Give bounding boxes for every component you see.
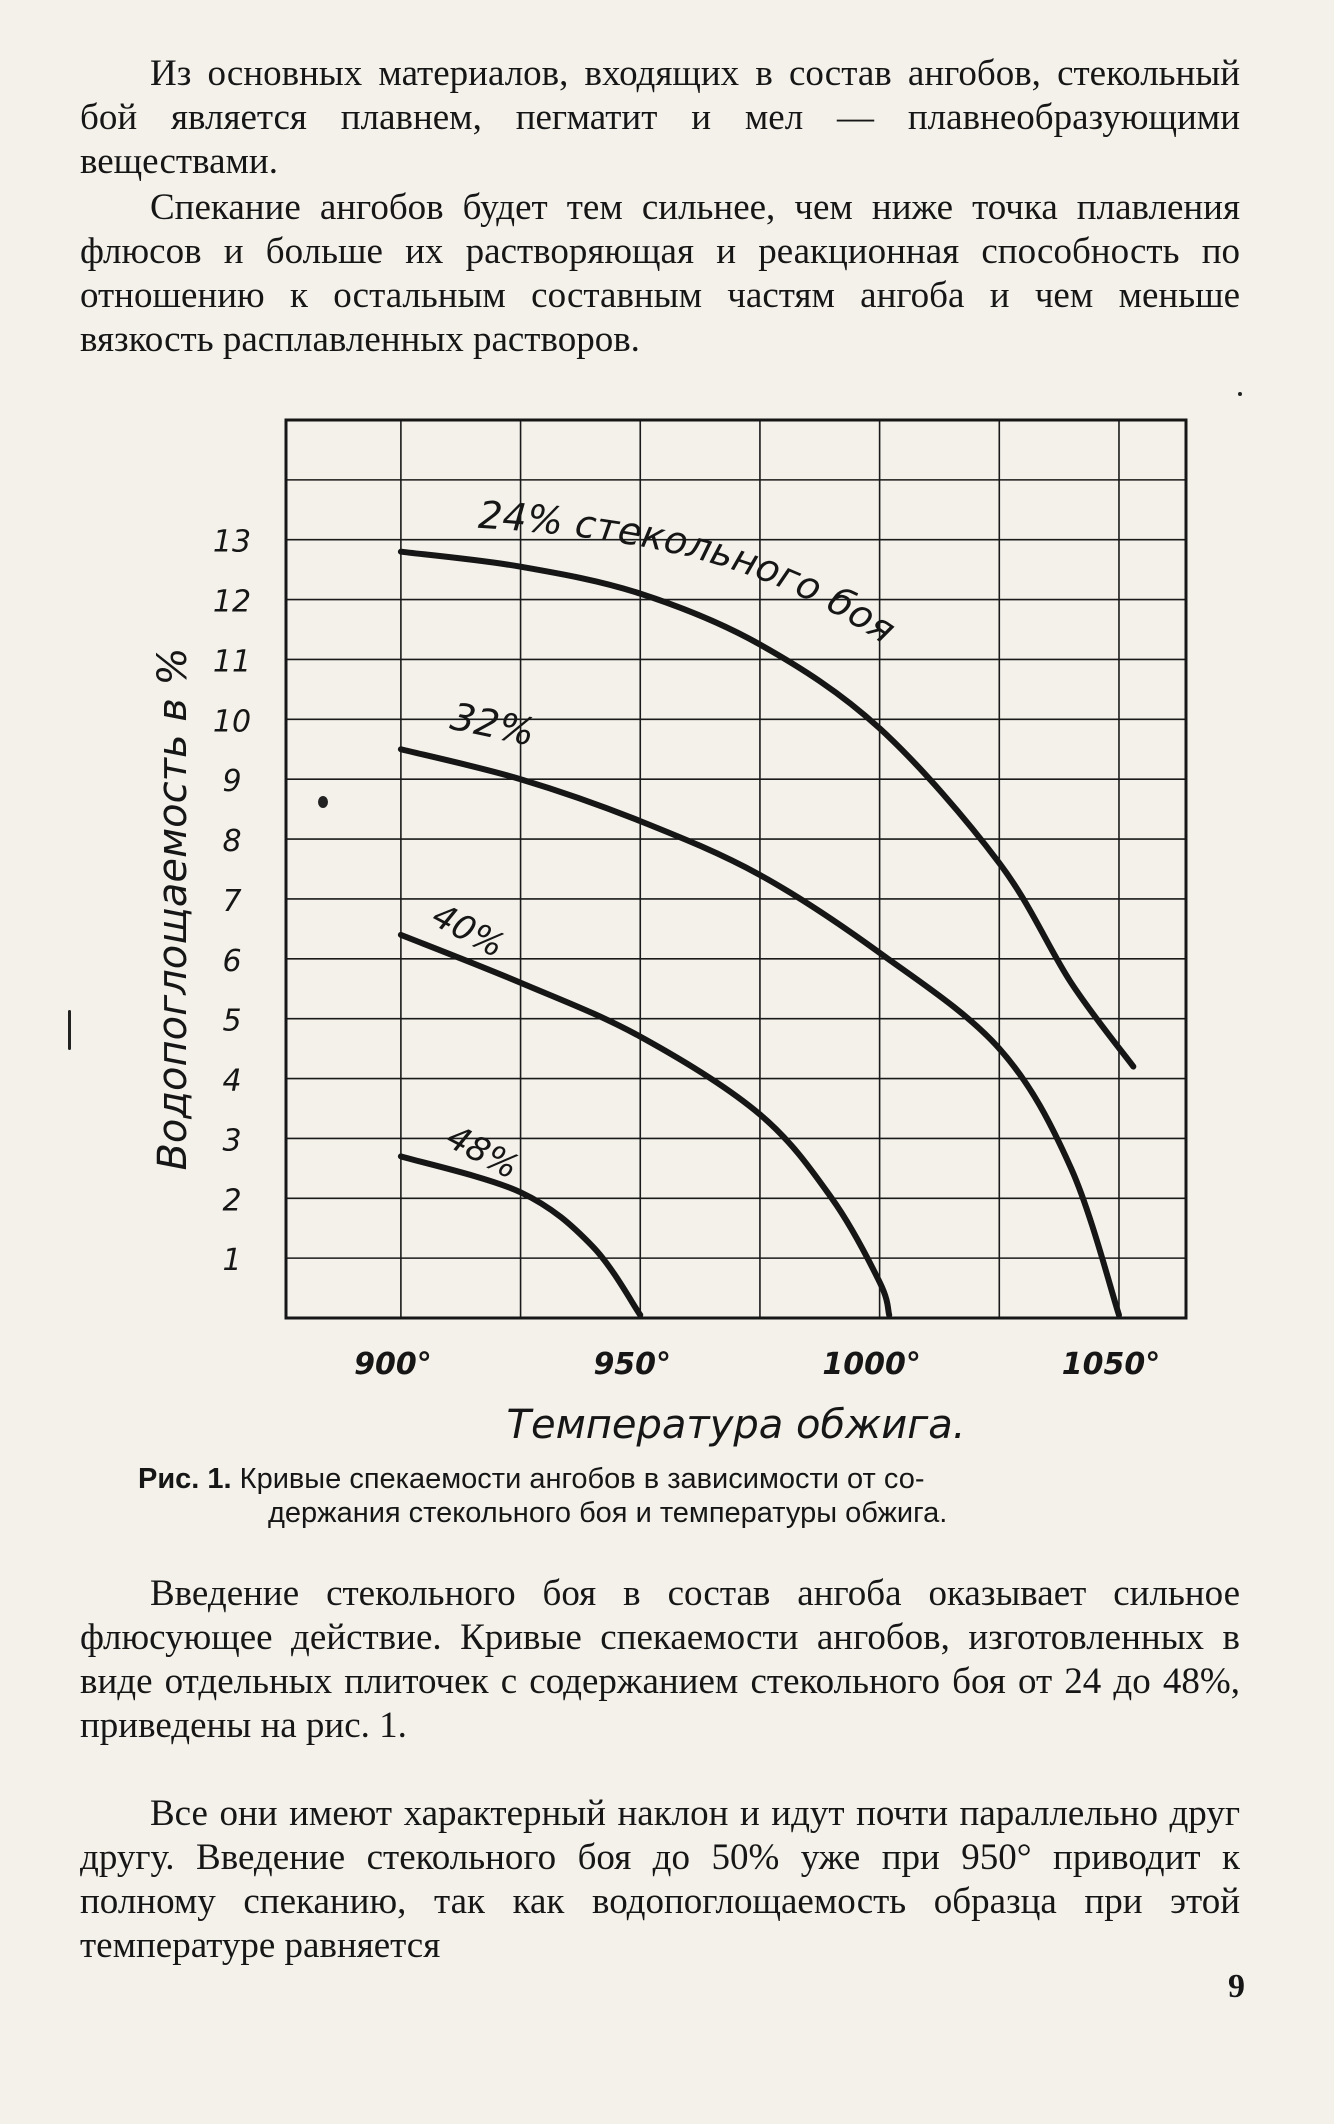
y-tick-label: 10	[212, 704, 252, 740]
y-tick-label: 12	[212, 584, 252, 620]
y-tick-label: 6	[222, 943, 242, 979]
caption-continuation: держания стекольного боя и температуры обжига.	[268, 1497, 948, 1529]
series-line-24pct	[401, 552, 1133, 1067]
paragraph-1: Из основных материалов, входящих в состав ангобов, стекольный бой является плавнем, пегматит и мел — плавнеобразующими веществами.	[80, 53, 1240, 182]
caption-text: Кривые спекаемости ангобов в зависимости от со-	[239, 1463, 925, 1495]
y-tick-label: 13	[212, 524, 252, 560]
y-tick-label: 11	[212, 644, 252, 680]
y-axis-title: Водопоглощаемость в %	[150, 647, 196, 1171]
caption-label: Рис. 1.	[138, 1463, 232, 1495]
print-speck	[68, 1010, 71, 1050]
y-tick-label: 1	[222, 1243, 242, 1279]
y-tick-label: 4	[222, 1063, 242, 1099]
y-tick-label: 9	[222, 764, 242, 800]
x-tick-label: 950°	[593, 1347, 672, 1382]
series-label-40: 40%	[425, 895, 511, 967]
y-tick-label: 7	[222, 883, 242, 919]
series-label-48: 48%	[439, 1117, 526, 1188]
paragraph-3: Введение стекольного боя в состав ангоба оказывает сильное флюсующее действие. Кривые спекаемости ангобов, изготовленных в виде отдельных плиточек с содержанием стекольного боя от 24 до 48%, приведены на рис. 1.	[80, 1573, 1240, 1746]
paragraph-2: Спекание ангобов будет тем сильнее, чем ниже точка плавления флюсов и больше их растворяющая и реакционная способность по отношению к остальным составным частям ангоба и чем меньше вязкость расплавленных растворов.	[80, 187, 1240, 360]
y-tick-label: 5	[222, 1003, 242, 1039]
y-tick-label: 2	[222, 1183, 242, 1219]
y-tick-label: 8	[222, 824, 242, 860]
y-tick-label: 3	[222, 1123, 242, 1159]
paragraph-4: Все они имеют характерный наклон и идут почти параллельно друг другу. Введение стекольного боя до 50% уже при 950° приводит к полному спеканию, так как водопоглощаемость образца при этой температуре равняется	[80, 1793, 1240, 1966]
print-speck	[318, 796, 328, 808]
x-axis-title: Температура обжига.	[506, 1402, 966, 1448]
series-label-24-text: 24% стекольного боя	[477, 492, 904, 653]
figure-caption	[138, 1462, 1178, 1530]
chart-labels	[150, 493, 1160, 1448]
print-speck	[1238, 392, 1242, 396]
series-label-32: 32%	[446, 694, 539, 755]
x-tick-label: 900°	[354, 1347, 432, 1382]
x-tick-label: 1000°	[822, 1347, 921, 1382]
chart-series	[401, 552, 1133, 1315]
page-number: 9	[1228, 1968, 1245, 2005]
x-tick-label: 1050°	[1061, 1347, 1161, 1382]
